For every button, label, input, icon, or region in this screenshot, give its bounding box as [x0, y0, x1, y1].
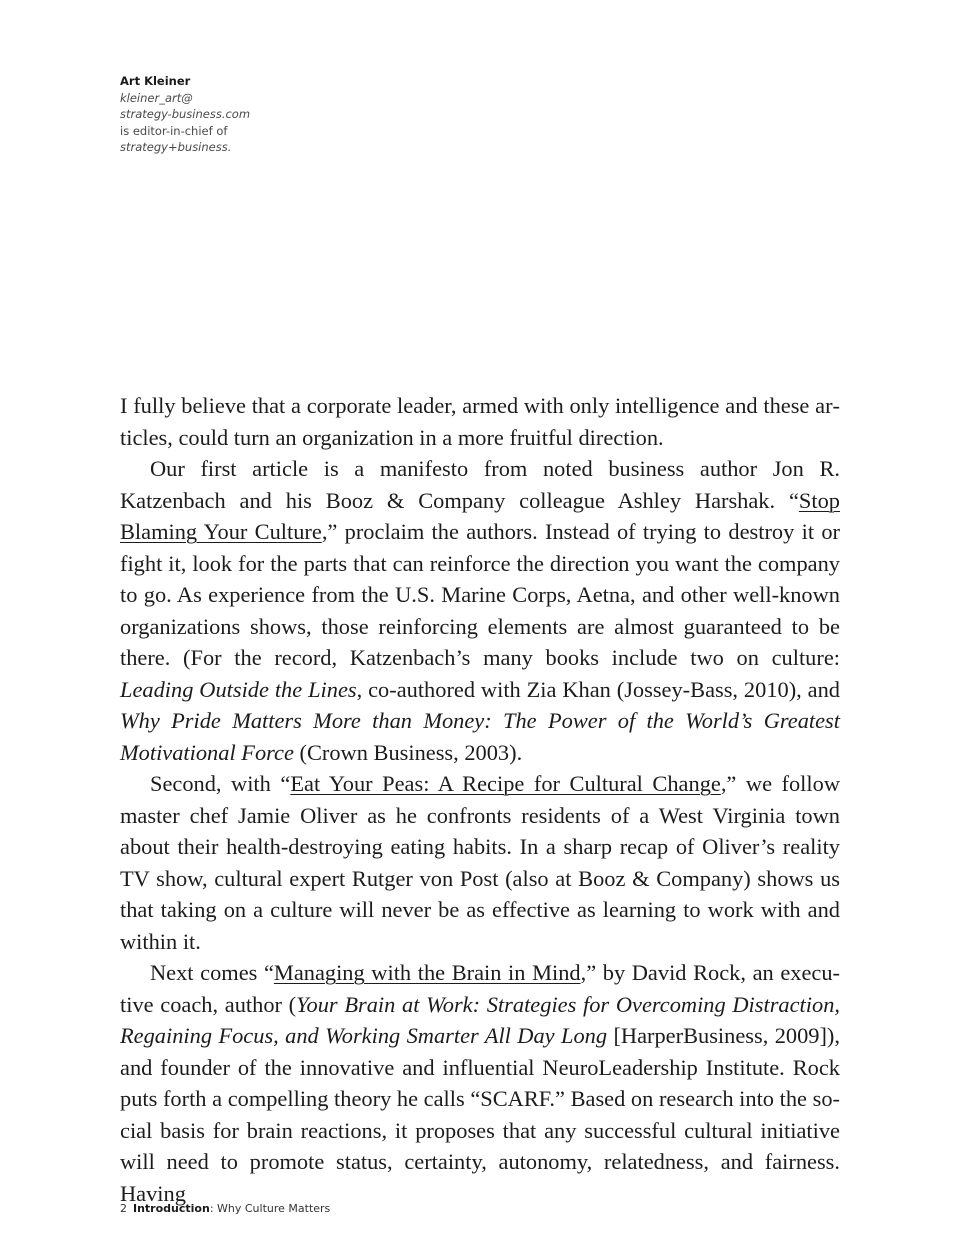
paragraph-3-text-2: ,” we follow master chef Jamie Oliver as he confronts residents of a West Virginia town about their health-destroying eating habits. In a sharp recap of Oliver’s reality TV show, cultural expert Rutger von Post (also at Booz & Company) shows us that taking on a culture will never be as effective as learning to work with and within it. — [120, 771, 840, 954]
paragraph-4-text-2: ,” by David Rock, an executive coach, author ( — [120, 960, 840, 1017]
paragraph-2-text-3: , co-authored with Zia Khan (Jossey-Bass, 2010), and — [356, 676, 840, 702]
book-title-leading-outside-the-lines: Leading Outside the Lines — [120, 676, 357, 702]
paragraph-1: I fully believe that a corporate leader, armed with only intelligence and these articles, could turn an organization in a more fruitful direction. — [120, 393, 840, 450]
paragraph-4 — [120, 957, 840, 1209]
paragraph-2-text-4: (Crown Business, 2003). — [293, 739, 523, 765]
paragraph-2-text-1: Our first article is a manifesto from noted business author Jon R. Katzenbach and his Booz & Company colleague Ashley Harshak. “ — [120, 456, 840, 513]
paragraph-4-text-3: [HarperBusiness, 2009]), and founder of the innovative and influential NeuroLeadership Institute. Rock puts forth a compelling theory he calls “SCARF.” Based on research into the social basis for brain reactions, it proposes that any successful cultural initiative will need to promote status, certainty, autonomy, relatedness, and fairness. Having — [120, 1023, 840, 1206]
paragraph-4-text-1: Next comes “ — [150, 960, 274, 985]
footer-section: Introduction — [133, 1202, 210, 1215]
author-name: Art Kleiner — [120, 74, 191, 88]
footer-title: : Why Culture Matters — [209, 1202, 331, 1215]
paragraph-2 — [120, 453, 840, 768]
author-role: is editor-in-chief of — [120, 123, 228, 138]
page-number: 2 — [120, 1202, 127, 1215]
author-byline — [120, 73, 320, 156]
book-title-why-pride-matters: Why Pride Matters More than Money: The Power of the World’s Greatest Motivational Force — [120, 708, 840, 765]
author-email-line-1[interactable]: kleiner_art@ — [120, 90, 193, 105]
link-managing-with-the-brain-in-mind[interactable]: Managing with the Brain in Mind — [273, 960, 581, 985]
author-email-line-2[interactable]: strategy-business.com — [120, 107, 251, 122]
link-eat-your-peas[interactable]: Eat Your Peas: A Recipe for Cultural Change — [290, 771, 721, 796]
paragraph-3 — [120, 768, 840, 957]
author-publication: strategy+business. — [120, 140, 232, 155]
paragraph-2-text-2: ,” proclaim the authors. Instead of trying to destroy it or fight it, look for the parts that can reinforce the direction you want the company to go. As experience from the U.S. Marine Corps, Aetna, and other well-known organizations shows, those reinforcing elements are almost guaranteed to be there. (For the record, Katzenbach’s many books include two on culture: — [120, 519, 840, 670]
paragraph-3-text-1: Second, with “ — [150, 771, 291, 796]
link-stop-blaming-your-culture[interactable]: Stop Blaming Your Culture — [120, 487, 840, 544]
article-body — [120, 390, 840, 1209]
book-title-your-brain-at-work: Your Brain at Work: Strategies for Overcoming Distraction, Regaining Focus, and Working Smarter All Day Long — [120, 991, 840, 1048]
page-footer — [120, 1202, 330, 1215]
